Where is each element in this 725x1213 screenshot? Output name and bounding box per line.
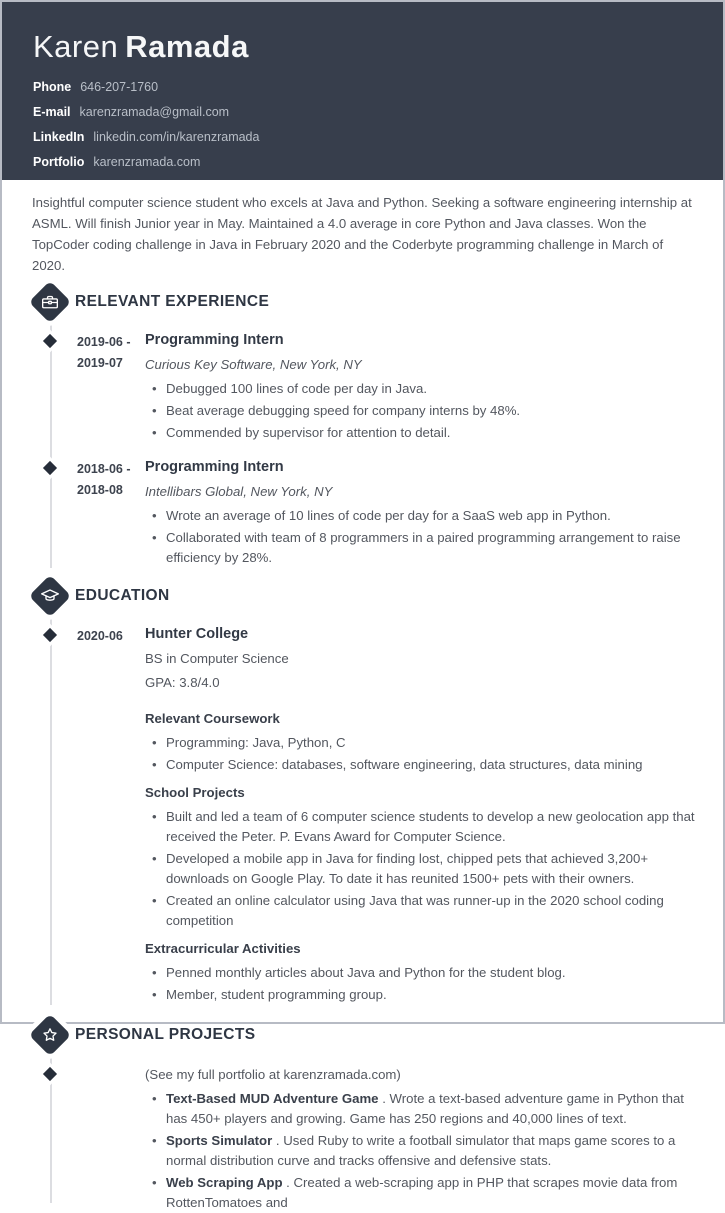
education-entry (2, 624, 723, 1005)
contact-row-portfolio (33, 155, 691, 169)
education-subsections (145, 709, 705, 1005)
contact-list (33, 80, 691, 169)
section-title: EDUCATION (75, 587, 170, 604)
bullet-item: • Built and led a team of 6 computer science students to develop a new geolocation app that received the Peter. P. Evans Award for Computer Science. (145, 807, 705, 847)
email-value: karenzramada@gmail.com (79, 105, 230, 119)
header-banner (2, 2, 723, 180)
bullet-list (145, 1089, 705, 1213)
project-description: . Used Ruby to write a football simulator that maps game scores to a normal distribution curve and tracks offensive and defensive stats. (166, 1133, 676, 1168)
experience-entry (2, 330, 723, 443)
linkedin-value: linkedin.com/in/karenzramada (93, 130, 260, 144)
section-header (2, 1015, 723, 1055)
company-line: Intellibars Global, New York, NY (145, 484, 333, 499)
portfolio-note: (See my full portfolio at karenzramada.com) (145, 1067, 401, 1082)
bullet-item: • Debugged 100 lines of code per day in Java. (145, 379, 705, 399)
job-title: Programming Intern (145, 459, 284, 475)
date-to: 2019-07 (77, 356, 123, 370)
entry-dates (77, 457, 145, 568)
bullet-list (145, 733, 705, 775)
phone-label: Phone (33, 80, 72, 94)
job-title: Programming Intern (145, 332, 284, 348)
experience-entry (2, 457, 723, 568)
date-from: 2020-06 (77, 629, 123, 643)
resume-body (2, 180, 723, 1213)
projects-entry (2, 1063, 723, 1213)
timeline-diamond-icon (43, 461, 57, 475)
gpa-line: GPA: 3.8/4.0 (145, 675, 220, 690)
bullet-item: • Developed a mobile app in Java for finding lost, chipped pets that achieved 3,200+ downloads on Google Play. To date it has reunited 1500+ pets with their owners. (145, 849, 705, 889)
school-projects-group (145, 783, 705, 931)
graduation-cap-icon (29, 575, 71, 617)
bullet-item: • Programming: Java, Python, C (145, 733, 705, 753)
entry-content (145, 624, 723, 1005)
project-description: . Wrote a text-based adventure game in Python that has 450+ players and growing. Game has 250 regions and 40,000 lines of text. (166, 1091, 684, 1126)
project-name: Sports Simulator (166, 1133, 273, 1148)
date-to: 2018-08 (77, 483, 123, 497)
project-name: Text-Based MUD Adventure Game (166, 1091, 379, 1106)
phone-value: 646-207-1760 (80, 80, 159, 94)
timeline-diamond-icon (43, 1067, 57, 1081)
section-education (2, 576, 723, 1005)
candidate-name (33, 30, 691, 64)
subsection-heading: Relevant Coursework (145, 711, 280, 726)
briefcase-icon (29, 281, 71, 323)
extracurricular-group (145, 939, 705, 1005)
bullet-item: • Collaborated with team of 8 programmers in a paired programming arrangement to raise efficiency by 28%. (145, 528, 705, 568)
last-name: Ramada (125, 29, 249, 64)
portfolio-label: Portfolio (33, 155, 85, 169)
entry-dates (77, 1063, 145, 1213)
contact-row-email (33, 105, 691, 119)
section-relevant-experience (2, 282, 723, 568)
section-header (2, 576, 723, 616)
bullet-list (145, 379, 705, 443)
project-item (145, 1089, 705, 1129)
bullet-item: • Member, student programming group. (145, 985, 705, 1005)
subsection-heading: Extracurricular Activities (145, 941, 301, 956)
section-title: PERSONAL PROJECTS (75, 1026, 256, 1043)
timeline-diamond-icon (43, 628, 57, 642)
company-line: Curious Key Software, New York, NY (145, 357, 362, 372)
summary-paragraph: Insightful computer science student who excels at Java and Python. Seeking a software engineering internship at ASML. Will finish Junior year in May. Maintained a 4.0 average in core Python and Java classes. Won the TopCoder coding challenge in Java in February 2020 and the Coderbyte programming challenge in March of 2020. (32, 195, 692, 273)
entry-dates (77, 330, 145, 443)
contact-row-phone (33, 80, 691, 94)
date-from: 2019-06 - (77, 335, 131, 349)
school-name: Hunter College (145, 626, 249, 642)
project-item (145, 1131, 705, 1171)
section-header (2, 282, 723, 322)
timeline-diamond-icon (43, 334, 57, 348)
bullet-list (145, 506, 705, 568)
project-name: Web Scraping App (166, 1175, 283, 1190)
bullet-item: • Beat average debugging speed for company interns by 48%. (145, 401, 705, 421)
bullet-item: • Penned monthly articles about Java and Python for the student blog. (145, 963, 705, 983)
bullet-item: • Created an online calculator using Java that was runner-up in the 2020 school coding competition (145, 891, 705, 931)
coursework-group (145, 709, 705, 775)
bullet-item: • Computer Science: databases, software engineering, data structures, data mining (145, 755, 705, 775)
bullet-item: • Commended by supervisor for attention to detail. (145, 423, 705, 443)
entry-content (145, 457, 723, 568)
section-title: RELEVANT EXPERIENCE (75, 293, 270, 310)
degree-line: BS in Computer Science (145, 651, 289, 666)
bullet-list (145, 963, 705, 1005)
entry-dates (77, 624, 145, 1005)
star-icon (29, 1014, 71, 1056)
subsection-heading: School Projects (145, 785, 245, 800)
portfolio-value: karenzramada.com (93, 155, 201, 169)
bullet-list (145, 807, 705, 931)
entry-content (145, 1063, 723, 1213)
section-personal-projects (2, 1015, 723, 1213)
email-label: E-mail (33, 105, 71, 119)
project-item (145, 1173, 705, 1213)
bullet-item: • Wrote an average of 10 lines of code per day for a SaaS web app in Python. (145, 506, 705, 526)
date-from: 2018-06 - (77, 462, 131, 476)
entry-content (145, 330, 723, 443)
contact-row-linkedin (33, 130, 691, 144)
first-name: Karen (33, 29, 119, 64)
linkedin-label: LinkedIn (33, 130, 85, 144)
project-description: . Created a web-scraping app in PHP that scrapes movie data from RottenTomatoes and (166, 1175, 678, 1210)
